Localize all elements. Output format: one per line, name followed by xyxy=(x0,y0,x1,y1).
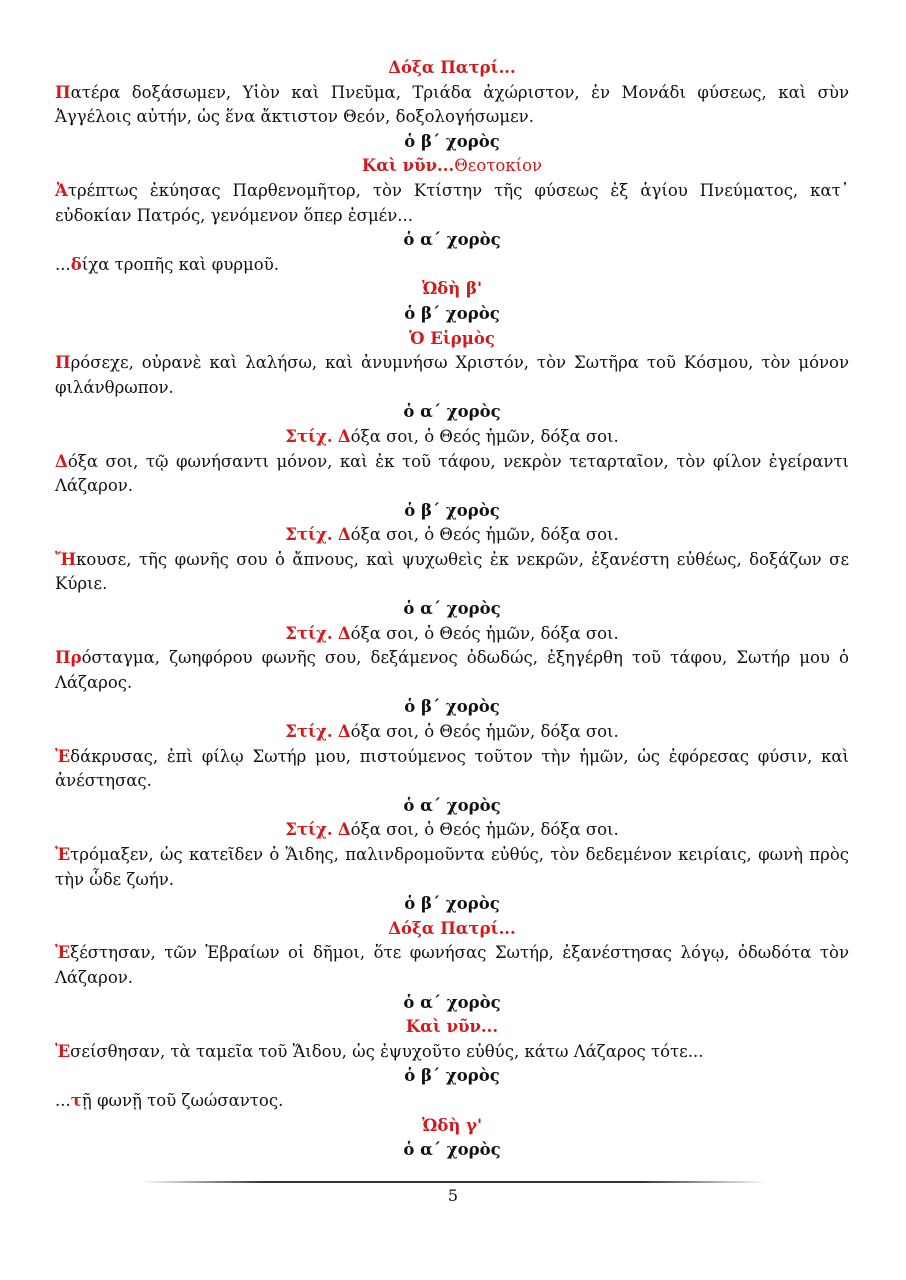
paragraph-text: όσταγμα, ζωηφόρου φωνῆς σου, δεξάμενος ὀδωδώς, ἐξηγέρθη τοῦ τάφου, Σωτήρ μου ὁ Λάζαρος. xyxy=(55,648,849,692)
initial-letter: Ἀ xyxy=(55,180,68,200)
paragraph-text: τρέπτως ἐκύησας Παρθενομῆτορ, τὸν Κτίστην τῆς φύσεως ἐξ ἁγίου Πνεύματος, κατ᾽ εὐδοκίαν Πατρός, γενόμενον ὅπερ ἐσμέν... xyxy=(55,180,849,225)
stichos-label: Στίχ. xyxy=(285,820,333,840)
heading-subtitle: Θεοτοκίον xyxy=(454,156,543,176)
hymn-paragraph xyxy=(55,253,849,278)
initial-letter: Δ xyxy=(337,426,351,446)
hymn-paragraph xyxy=(55,351,849,400)
choir-text: ὁ β΄ χορὸς xyxy=(404,500,500,520)
hymn-paragraph xyxy=(55,1089,849,1114)
stichos-text: όξα σοι, ὁ Θεός ἡμῶν, δόξα σοι. xyxy=(350,426,619,446)
paragraph-text: όξα σοι, τῷ φωνήσαντι μόνον, καὶ ἐκ τοῦ τάφου, νεκρὸν τεταρταῖον, τὸν φίλον ἐγείραντι Λάζαρον. xyxy=(55,451,849,496)
section-heading xyxy=(55,154,849,179)
choir-text: ὁ α΄ χορὸς xyxy=(403,599,501,619)
stichos-text: όξα σοι, ὁ Θεός ἡμῶν, δόξα σοι. xyxy=(350,722,619,742)
hymn-paragraph xyxy=(55,179,849,228)
choir-text: ὁ β΄ χορὸς xyxy=(404,894,500,914)
choir-text: ὁ β΄ χορὸς xyxy=(404,131,500,151)
paragraph-text: κουσε, τῆς φωνῆς σου ὁ ἄπνους, καὶ ψυχωθεὶς ἐκ νεκρῶν, ἐξανέστη εὐθέως, δοξάζων σε Κύριε. xyxy=(55,549,849,594)
initial-letter: Πρ xyxy=(55,648,82,668)
choir-label xyxy=(55,794,849,819)
ellipsis-prefix: ... xyxy=(55,1090,71,1110)
paragraph-text: ίχα τροπῆς καὶ φυρμοῦ. xyxy=(81,254,279,274)
stichos-line xyxy=(55,523,849,548)
stichos-line xyxy=(55,622,849,647)
initial-letter: Π xyxy=(55,353,71,373)
section-heading xyxy=(55,56,849,81)
stichos-line xyxy=(55,818,849,843)
paragraph-text: τρόμαξεν, ὡς κατεῖδεν ὁ Ἅιδης, παλινδρομοῦντα εὐθύς, τὸν δεδεμένον κειρίαις, φωνὴ πρὸς τὴν ὧδε ζωήν. xyxy=(55,845,849,889)
initial-letter: Π xyxy=(55,82,71,102)
stichos-line xyxy=(55,720,849,745)
stichos-text: όξα σοι, ὁ Θεός ἡμῶν, δόξα σοι. xyxy=(350,623,619,643)
choir-text: ὁ β΄ χορὸς xyxy=(404,697,500,717)
hymn-paragraph xyxy=(55,1040,849,1065)
footer-divider xyxy=(140,1181,766,1183)
choir-label xyxy=(55,130,849,155)
choir-label xyxy=(55,695,849,720)
section-heading xyxy=(55,277,849,302)
heading-text: Δόξα Πατρί... xyxy=(388,918,516,938)
section-heading xyxy=(55,1114,849,1139)
initial-letter: τ xyxy=(70,1090,82,1110)
choir-text: ὁ α΄ χορὸς xyxy=(403,1140,501,1160)
ellipsis-prefix: ... xyxy=(55,254,71,274)
heading-text: Καὶ νῦν... xyxy=(405,1017,499,1037)
choir-text: ὁ α΄ χορὸς xyxy=(403,230,501,250)
heading-text: Ὠδὴ γ' xyxy=(421,1115,483,1135)
choir-label xyxy=(55,1064,849,1089)
initial-letter: Ἐ xyxy=(55,845,71,864)
choir-label xyxy=(55,400,849,425)
choir-text: ὁ α΄ χορὸς xyxy=(403,992,501,1012)
section-heading xyxy=(55,1015,849,1040)
initial-letter: Δ xyxy=(55,451,68,471)
initial-letter: δ xyxy=(70,254,82,274)
paragraph-text: σείσθησαν, τὰ ταμεῖα τοῦ Ἅιδου, ὡς ἐψυχοῦτο εὐθύς, κάτω Λάζαρος τότε... xyxy=(70,1041,704,1061)
section-heading xyxy=(55,327,849,352)
hymn-paragraph xyxy=(55,81,849,130)
hymn-paragraph xyxy=(55,941,849,990)
stichos-label: Στίχ. xyxy=(285,722,333,742)
choir-label xyxy=(55,1138,849,1163)
paragraph-text: ατέρα δοξάσωμεν, Υἱὸν καὶ Πνεῦμα, Τριάδα ἀχώριστον, ἐν Μονάδι φύσεως, καὶ σὺν Ἀγγέλοις αὐτήν, ὡς ἕνα ἄκτιστον Θεόν, δοξολογήσωμεν. xyxy=(55,82,849,127)
heading-text: Δόξα Πατρί... xyxy=(388,58,516,77)
initial-letter: Δ xyxy=(337,722,351,742)
choir-text: ὁ β΄ χορὸς xyxy=(404,303,500,323)
initial-letter: Ἐ xyxy=(55,943,71,963)
initial-letter: Ἤ xyxy=(55,549,77,569)
paragraph-text: ῇ φωνῇ τοῦ ζωώσαντος. xyxy=(81,1090,284,1110)
stichos-label: Στίχ. xyxy=(285,426,333,446)
choir-text: ὁ α΄ χορὸς xyxy=(403,795,501,815)
choir-label xyxy=(55,991,849,1016)
heading-bold: Καὶ νῦν... xyxy=(361,156,455,176)
heading-text: Ὁ Εἱρμὸς xyxy=(409,328,495,348)
choir-text: ὁ α΄ χορὸς xyxy=(403,402,501,422)
choir-label xyxy=(55,302,849,327)
hymn-paragraph xyxy=(55,745,849,794)
hymn-paragraph xyxy=(55,548,849,597)
stichos-label: Στίχ. xyxy=(285,525,333,545)
choir-text: ὁ β΄ χορὸς xyxy=(404,1066,500,1086)
page-content xyxy=(55,56,849,1163)
stichos-label: Στίχ. xyxy=(285,623,333,643)
initial-letter: Δ xyxy=(337,820,351,840)
stichos-line xyxy=(55,425,849,450)
stichos-text: όξα σοι, ὁ Θεός ἡμῶν, δόξα σοι. xyxy=(350,820,619,840)
section-heading xyxy=(55,917,849,942)
hymn-paragraph xyxy=(55,843,849,892)
initial-letter: Ἐ xyxy=(55,1041,71,1061)
paragraph-text: ξέστησαν, τῶν Ἑβραίων οἱ δῆμοι, ὅτε φωνήσας Σωτήρ, ἐξανέστησας λόγῳ, ὀδωδότα τὸν Λάζαρον. xyxy=(55,943,849,987)
hymn-paragraph xyxy=(55,450,849,499)
stichos-text: όξα σοι, ὁ Θεός ἡμῶν, δόξα σοι. xyxy=(350,525,619,545)
initial-letter: Ἐ xyxy=(55,746,71,766)
paragraph-text: δάκρυσας, ἐπὶ φίλῳ Σωτήρ μου, πιστούμενος τοῦτον τὴν ἡμῶν, ὡς ἐφόρεσας φύσιν, καὶ ἀνέστησας. xyxy=(55,746,849,791)
choir-label xyxy=(55,228,849,253)
initial-letter: Δ xyxy=(337,623,351,643)
hymn-paragraph xyxy=(55,646,849,695)
heading-text: Ὠδὴ β' xyxy=(421,279,483,299)
initial-letter: Δ xyxy=(337,525,351,545)
choir-label xyxy=(55,892,849,917)
choir-label xyxy=(55,499,849,524)
choir-label xyxy=(55,597,849,622)
page-number: 5 xyxy=(447,1186,459,1205)
paragraph-text: ρόσεχε, οὐρανὲ καὶ λαλήσω, καὶ ἀνυμνήσω Χριστόν, τὸν Σωτῆρα τοῦ Κόσμου, τὸν μόνον φιλάνθρωπον. xyxy=(55,353,849,397)
